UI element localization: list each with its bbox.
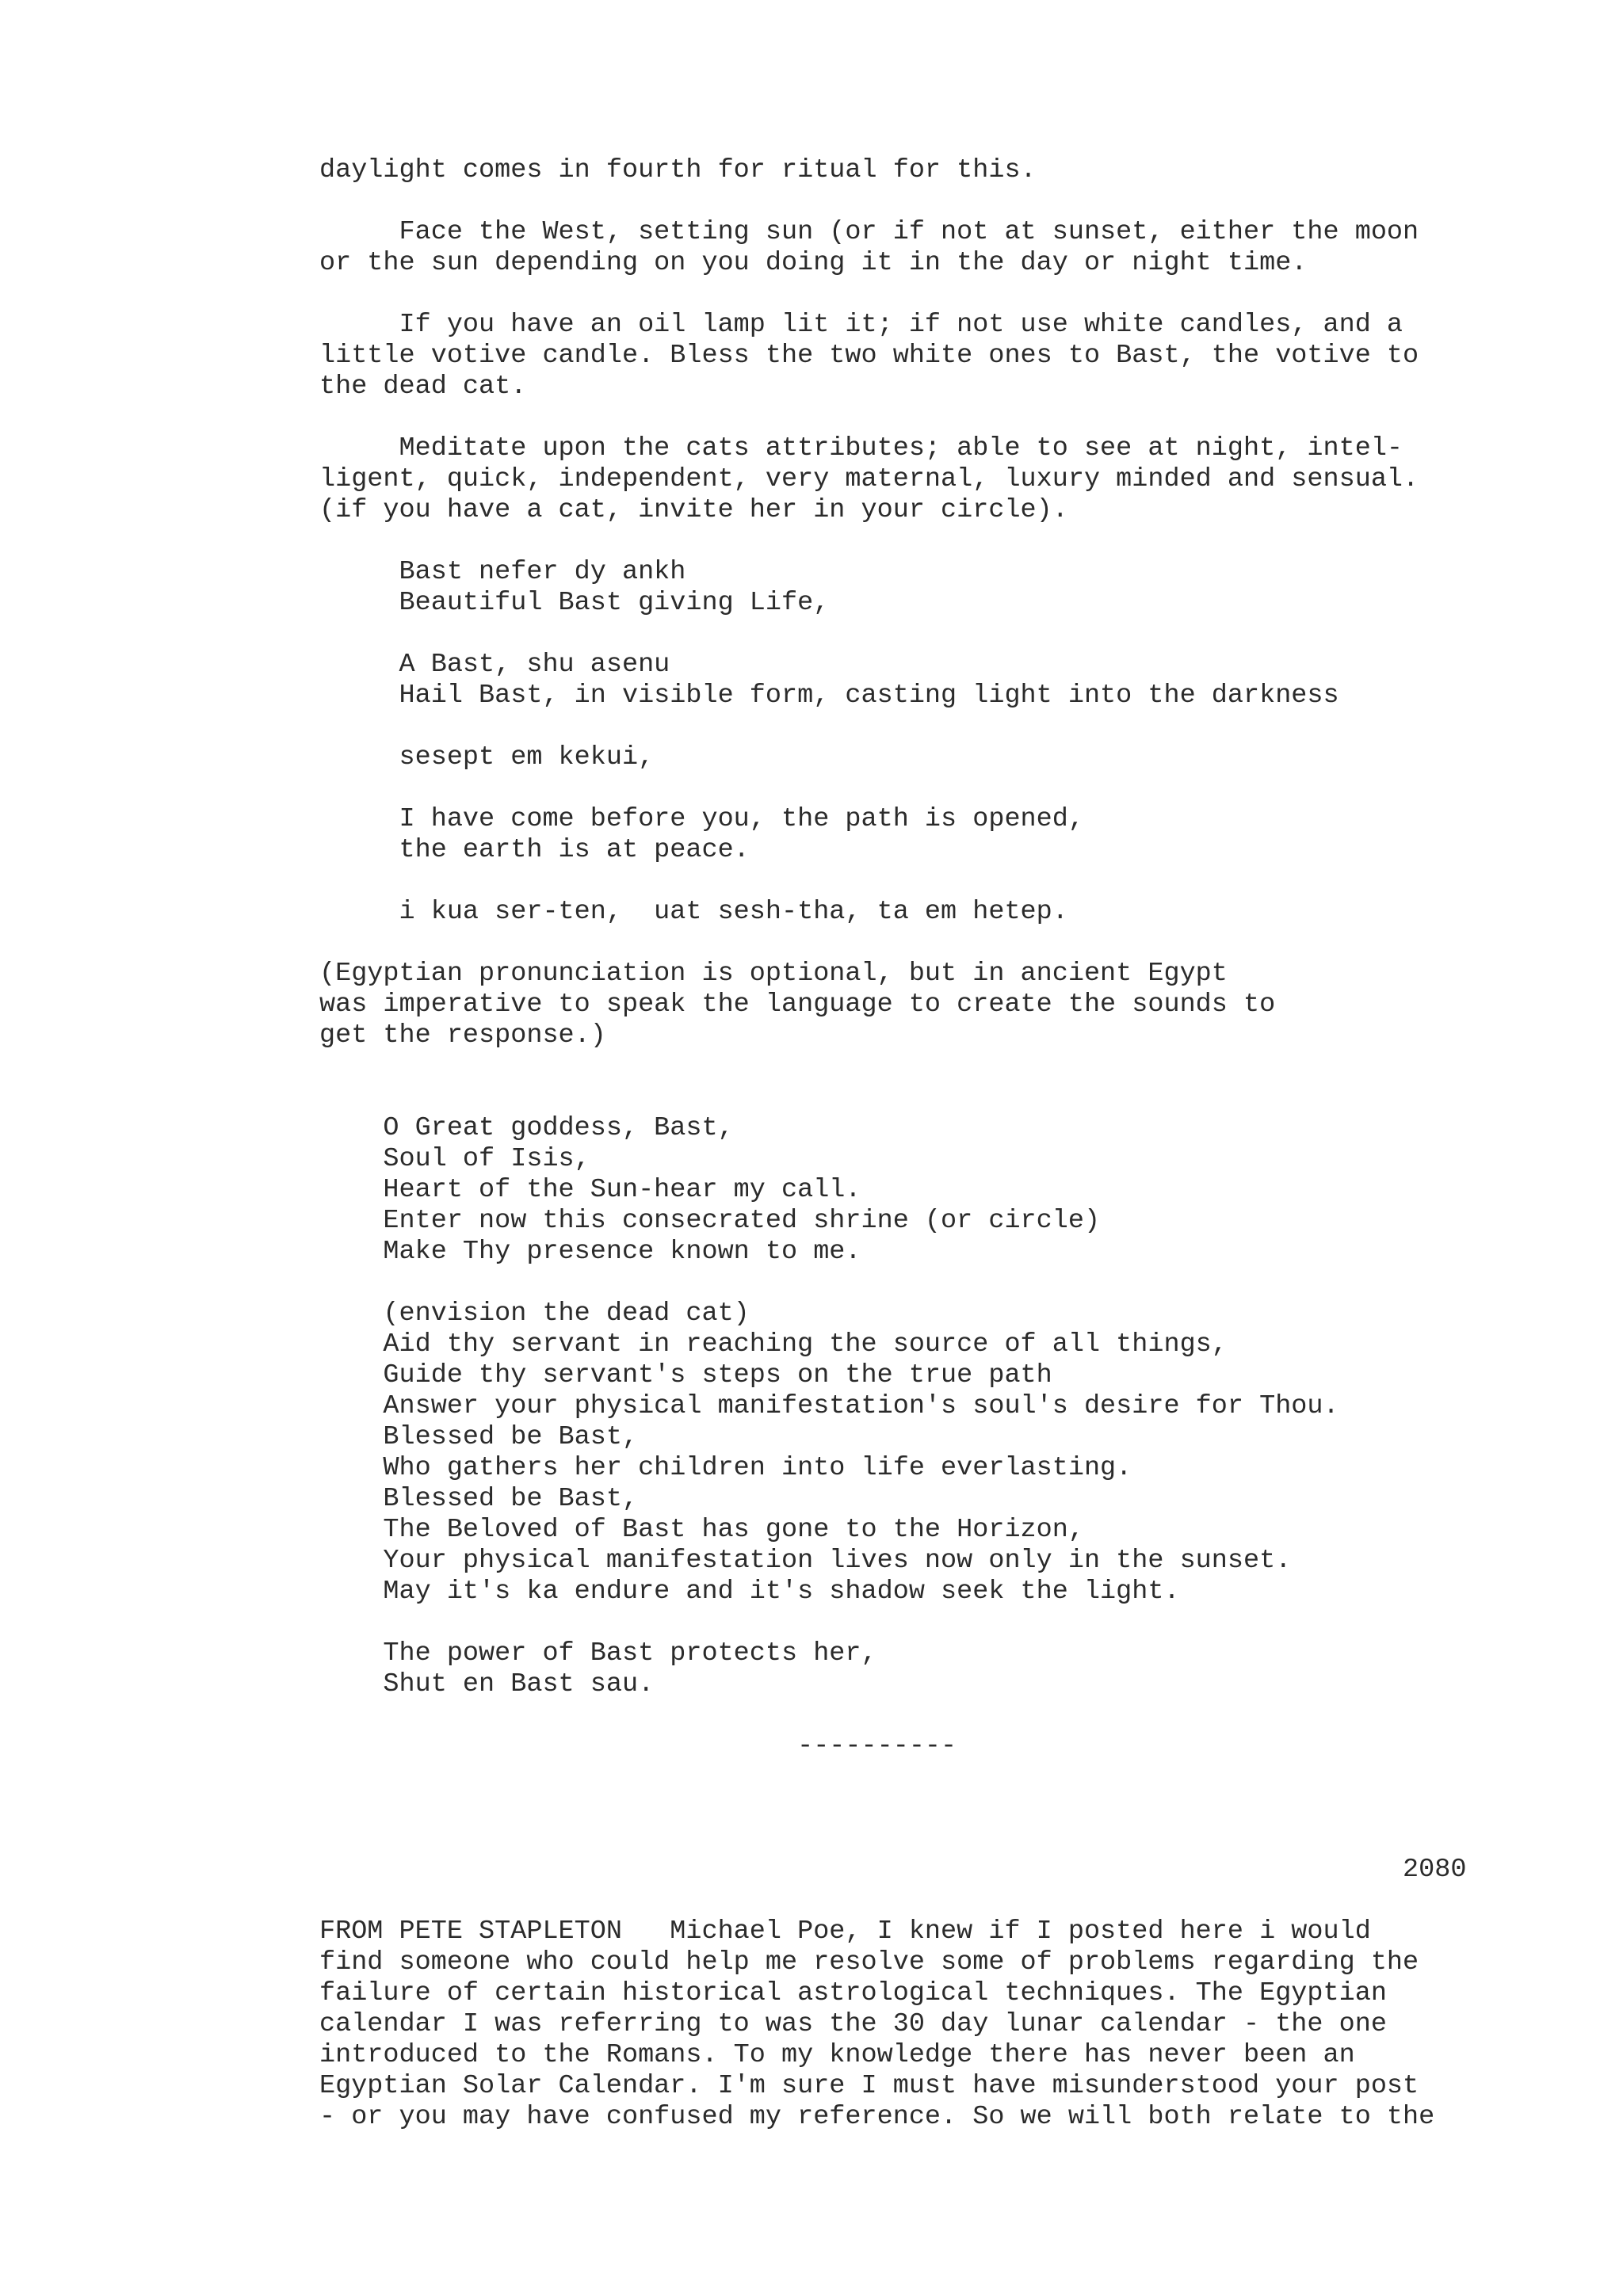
text-line: the earth is at peace. [319, 835, 750, 865]
text-line: May it's ka endure and it's shadow seek the light. [319, 1577, 1180, 1607]
text-line: - or you may have confused my reference. So we will both relate to the [319, 2102, 1435, 2132]
text-line: (Egyptian pronunciation is optional, but in ancient Egypt [319, 959, 1228, 989]
text-line: calendar I was referring to was the 30 day lunar calendar - the one [319, 2009, 1387, 2039]
text-line: I have come before you, the path is opened, [319, 804, 1084, 834]
text-line: O Great goddess, Bast, [319, 1113, 734, 1143]
text-line: The Beloved of Bast has gone to the Horizon, [319, 1515, 1084, 1545]
text-line: Guide thy servant's steps on the true path [319, 1360, 1052, 1390]
text-line: FROM PETE STAPLETON Michael Poe, I knew if I posted here i would [319, 1917, 1371, 1947]
text-line: Heart of the Sun-hear my call. [319, 1175, 861, 1205]
text-line: Make Thy presence known to me. [319, 1237, 861, 1267]
text-line: Blessed be Bast, [319, 1484, 639, 1514]
text-line: was imperative to speak the language to create the sounds to [319, 990, 1276, 1020]
text-line: ligent, quick, independent, very maternal, luxury minded and sensual. [319, 464, 1419, 494]
text-line: Meditate upon the cats attributes; able to see at night, intel- [319, 433, 1403, 463]
text-line: failure of certain historical astrological techniques. The Egyptian [319, 1978, 1387, 2008]
text-line: (if you have a cat, invite her in your circle). [319, 495, 1068, 525]
text-line: daylight comes in fourth for ritual for this. [319, 155, 1037, 185]
text-line: Egyptian Solar Calendar. I'm sure I must have misunderstood your post [319, 2071, 1419, 2101]
text-line: little votive candle. Bless the two white ones to Bast, the votive to [319, 341, 1419, 371]
text-line: find someone who could help me resolve some of problems regarding the [319, 1947, 1419, 1978]
text-line: i kua ser-ten, uat sesh-tha, ta em hetep. [319, 897, 1068, 927]
text-line: (envision the dead cat) [319, 1299, 750, 1329]
text-line: Enter now this consecrated shrine (or circle) [319, 1206, 1101, 1236]
text-line: If you have an oil lamp lit it; if not use white candles, and a [319, 310, 1403, 340]
text-line: Answer your physical manifestation's soul's desire for Thou. [319, 1391, 1339, 1421]
text-line: sesept em kekui, [319, 742, 655, 772]
text-line: introduced to the Romans. To my knowledge there has never been an [319, 2040, 1355, 2070]
text-line: Aid thy servant in reaching the source of all things, [319, 1329, 1228, 1360]
text-line: Shut en Bast sau. [319, 1669, 655, 1699]
text-line: the dead cat. [319, 372, 527, 402]
text-line: Beautiful Bast giving Life, [319, 588, 830, 618]
message-number: 2080 [319, 1855, 1467, 1885]
text-line: Blessed be Bast, [319, 1422, 639, 1452]
text-line: The power of Bast protects her, [319, 1638, 877, 1669]
section-divider: ---------- [319, 1731, 957, 1761]
text-line: A Bast, shu asenu [319, 650, 670, 680]
text-line: Hail Bast, in visible form, casting light into the darkness [319, 681, 1339, 711]
text-line: Who gathers her children into life everlasting. [319, 1453, 1132, 1483]
text-line: get the response.) [319, 1020, 606, 1051]
text-line: Your physical manifestation lives now only in the sunset. [319, 1546, 1292, 1576]
text-line: or the sun depending on you doing it in the day or night time. [319, 248, 1308, 278]
text-line: Face the West, setting sun (or if not at sunset, either the moon [319, 217, 1419, 247]
text-line: Bast nefer dy ankh [319, 557, 686, 587]
text-line: Soul of Isis, [319, 1144, 590, 1174]
